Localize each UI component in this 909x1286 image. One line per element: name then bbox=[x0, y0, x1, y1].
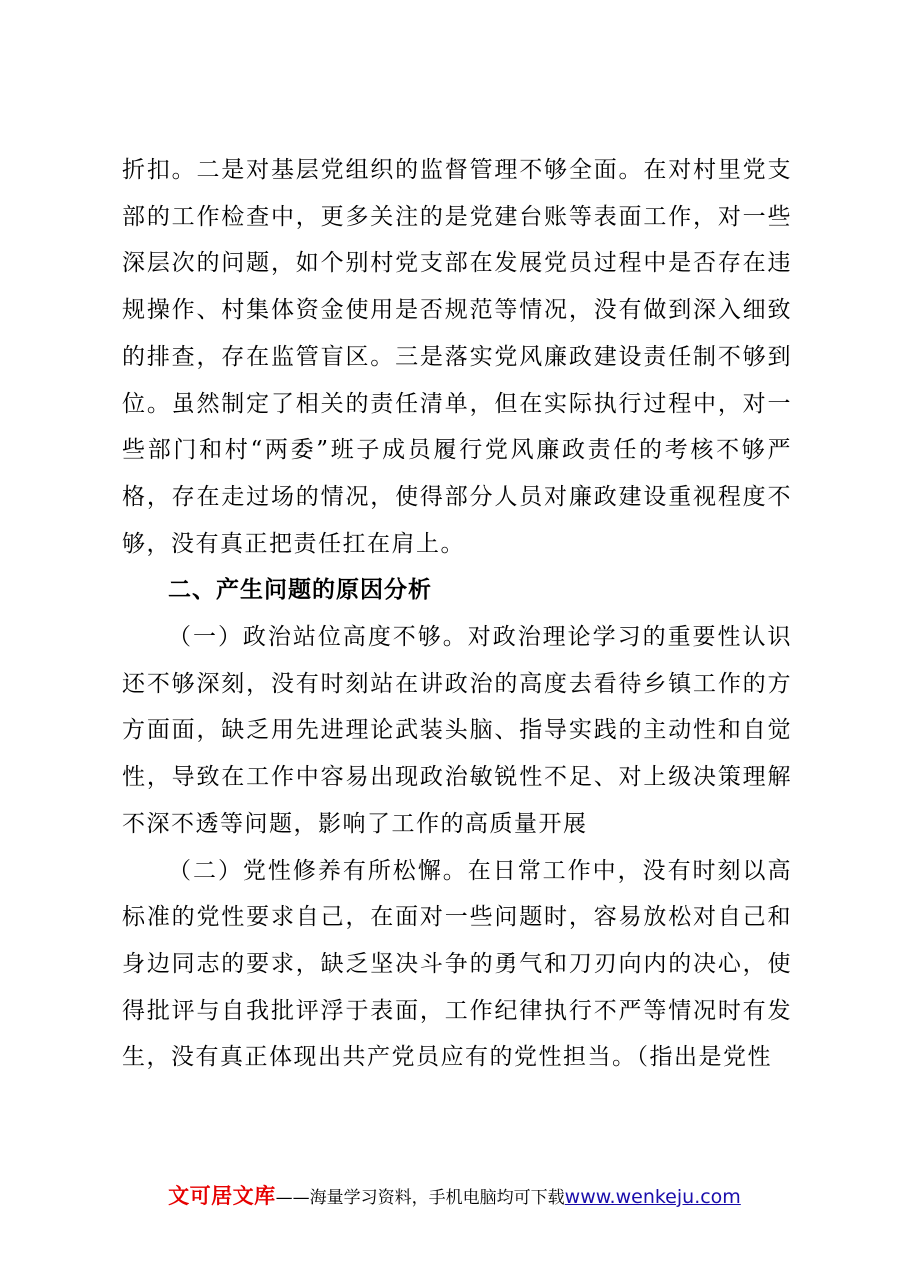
footer-watermark bbox=[0, 1180, 909, 1210]
footer-slogan: ——海量学习资料，手机电脑均可下载 bbox=[275, 1188, 565, 1208]
footer-brand: 文可居文库 bbox=[168, 1184, 276, 1208]
paragraph-cause-1: （一）政治站位高度不够。对政治理论学习的重要性认识还不够深刻，没有时刻站在讲政治的高度去看待乡镇工作的方方面面，缺乏用先进理论武装头脑、指导实践的主动性和自觉性，导致在工作中容易出现政治敏锐性不足、对上级决策理解不深不透等问题，影响了工作的高质量开展 bbox=[122, 624, 792, 837]
document-body bbox=[122, 147, 792, 1081]
paragraph-cause-2: （二）党性修养有所松懈。在日常工作中，没有时刻以高标准的党性要求自己，在面对一些问题时，容易放松对自己和身边同志的要求，缺乏坚决斗争的勇气和刀刃向内的决心，使得批评与自我批评浮于表面，工作纪律执行不严等情况时有发生，没有真正体现出共产党员应有的党性担当。（指出是党性 bbox=[122, 857, 792, 1071]
paragraph-continuation: 折扣。二是对基层党组织的监督管理不够全面。在对村里党支部的工作检查中，更多关注的是党建台账等表面工作，对一些深层次的问题，如个别村党支部在发展党员过程中是否存在违规操作、村集体资金使用是否规范等情况，没有做到深入细致的排查，存在监管盲区。三是落实党风廉政建设责任制不够到位。虽然制定了相关的责任清单，但在实际执行过程中，对一些部门和村“两委”班子成员履行党风廉政责任的考核不够严格，存在走过场的情况，使得部分人员对廉政建设重视程度不够，没有真正把责任扛在肩上。 bbox=[122, 157, 792, 557]
footer-link[interactable]: www.wenkeju.com bbox=[564, 1186, 741, 1208]
section-heading: 二、产生问题的原因分析 bbox=[168, 577, 432, 604]
